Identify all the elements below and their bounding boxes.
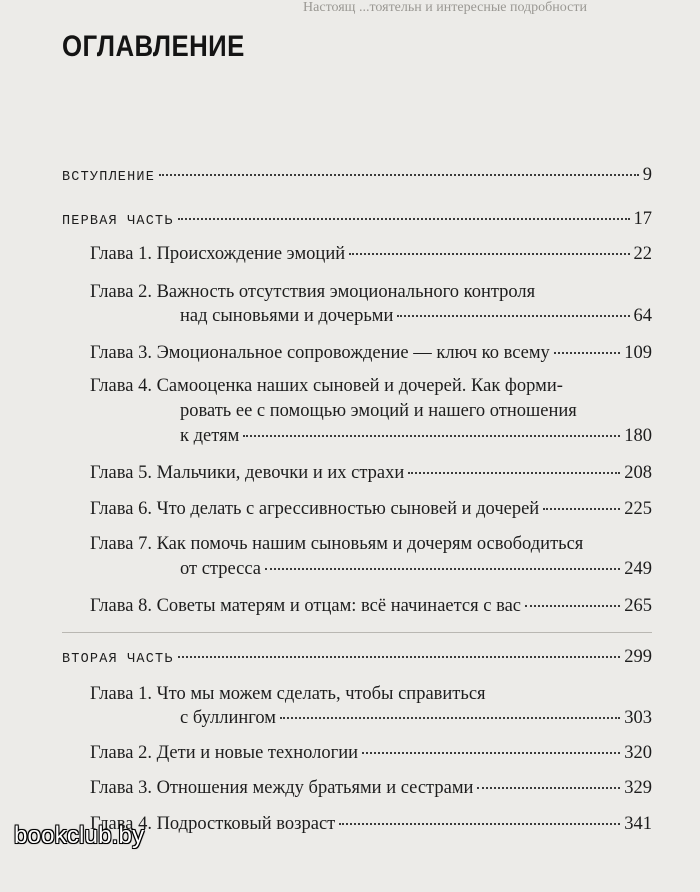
leader-dots xyxy=(178,218,630,220)
leader-dots xyxy=(477,787,620,789)
toc-page-number: 341 xyxy=(624,814,652,834)
toc-page-number: 249 xyxy=(624,559,652,579)
toc-page-number: 265 xyxy=(624,596,652,616)
toc-page-number: 9 xyxy=(642,165,652,185)
toc-page-number: 64 xyxy=(633,306,652,326)
leader-dots xyxy=(243,435,620,437)
toc-entry-label: Глава 3. Отношения между братьями и сестрами xyxy=(90,778,474,798)
toc-page-number: 299 xyxy=(624,647,652,667)
leader-dots xyxy=(339,823,620,825)
toc-page-number: 109 xyxy=(624,343,652,363)
toc-entry-part2-chapter-3[interactable] xyxy=(90,776,652,800)
leader-dots xyxy=(543,508,620,510)
toc-page-number: 320 xyxy=(624,743,652,763)
toc-page-number: 225 xyxy=(624,499,652,519)
toc-entry-label: Глава 8. Советы матерям и отцам: всё начинается с вас xyxy=(90,596,522,616)
toc-entry-chapter-5[interactable] xyxy=(90,461,652,485)
leader-dots xyxy=(349,253,629,255)
toc-entry-label: Глава 5. Мальчики, девочки и их страхи xyxy=(90,463,405,483)
toc-page-number: 17 xyxy=(633,209,652,229)
leader-dots xyxy=(408,472,620,474)
toc-entry-chapter-8[interactable] xyxy=(90,594,652,618)
leader-dots xyxy=(554,352,620,354)
toc-entry-chapter-3[interactable] xyxy=(90,341,652,365)
toc-entry-chapter-7[interactable] xyxy=(180,557,652,581)
toc-entry-chapter-4-line-2: ровать ее с помощью эмоций и нашего отношения xyxy=(180,401,577,421)
toc-entry-label: Глава 4. Подростковый возраст xyxy=(90,814,336,834)
toc-entry-chapter-6[interactable] xyxy=(90,497,652,521)
toc-entry-label: к детям xyxy=(180,426,240,446)
toc-entry-label: с буллингом xyxy=(180,708,276,728)
toc-entry-label: Глава 2. Дети и новые технологии xyxy=(90,743,358,763)
toc-entry-part-two[interactable] xyxy=(62,645,652,672)
toc-entry-chapter-4[interactable] xyxy=(180,424,652,448)
toc-entry-chapter-2[interactable] xyxy=(180,304,652,328)
page-title: ОГЛАВЛЕНИЕ xyxy=(62,30,245,63)
toc-entry-label: ПЕРВАЯ ЧАСТЬ xyxy=(62,214,174,229)
toc-entry-label: от стресса xyxy=(180,559,262,579)
toc-entry-part-one[interactable] xyxy=(62,207,652,234)
toc-entry-part2-chapter-1[interactable] xyxy=(180,706,652,730)
toc-page-number: 180 xyxy=(624,426,652,446)
leader-dots xyxy=(265,568,620,570)
toc-entry-label: Глава 1. Происхождение эмоций xyxy=(90,244,346,264)
toc-entry-introduction[interactable] xyxy=(62,163,652,190)
toc-entry-label: ВТОРАЯ ЧАСТЬ xyxy=(62,652,174,667)
toc-entry-label: Глава 6. Что делать с агрессивностью сыновей и дочерей xyxy=(90,499,540,519)
previous-page-bleed-text: Настоящ ...тоятельн и интересные подробности xyxy=(303,0,587,15)
leader-dots xyxy=(525,605,620,607)
section-divider xyxy=(62,632,652,633)
toc-entry-chapter-7-line-1: Глава 7. Как помочь нашим сыновьям и дочерям освободиться xyxy=(90,534,584,554)
toc-entry-chapter-2-line-1: Глава 2. Важность отсутствия эмоционального контроля xyxy=(90,282,536,302)
leader-dots xyxy=(178,656,621,658)
leader-dots xyxy=(159,174,639,176)
toc-entry-label: Глава 3. Эмоциональное сопровождение — ключ ко всему xyxy=(90,343,550,363)
toc-page-number: 208 xyxy=(624,463,652,483)
toc-page-number: 22 xyxy=(633,244,652,264)
leader-dots xyxy=(362,752,620,754)
watermark-logo: bookclub.by xyxy=(14,822,145,849)
leader-dots xyxy=(397,315,629,317)
leader-dots xyxy=(280,717,620,719)
toc-entry-part2-chapter-4[interactable] xyxy=(90,812,652,836)
toc-page-number: 303 xyxy=(624,708,652,728)
toc-entry-chapter-4-line-1: Глава 4. Самооценка наших сыновей и дочерей. Как форми- xyxy=(90,376,563,396)
toc-entry-chapter-1[interactable] xyxy=(90,242,652,266)
toc-entry-part2-chapter-2[interactable] xyxy=(90,741,652,765)
toc-page-number: 329 xyxy=(624,778,652,798)
toc-entry-label: над сыновьями и дочерьми xyxy=(180,306,394,326)
toc-entry-label: ВСТУПЛЕНИЕ xyxy=(62,170,156,185)
toc-entry-part2-chapter-1-line-1: Глава 1. Что мы можем сделать, чтобы справиться xyxy=(90,684,486,704)
